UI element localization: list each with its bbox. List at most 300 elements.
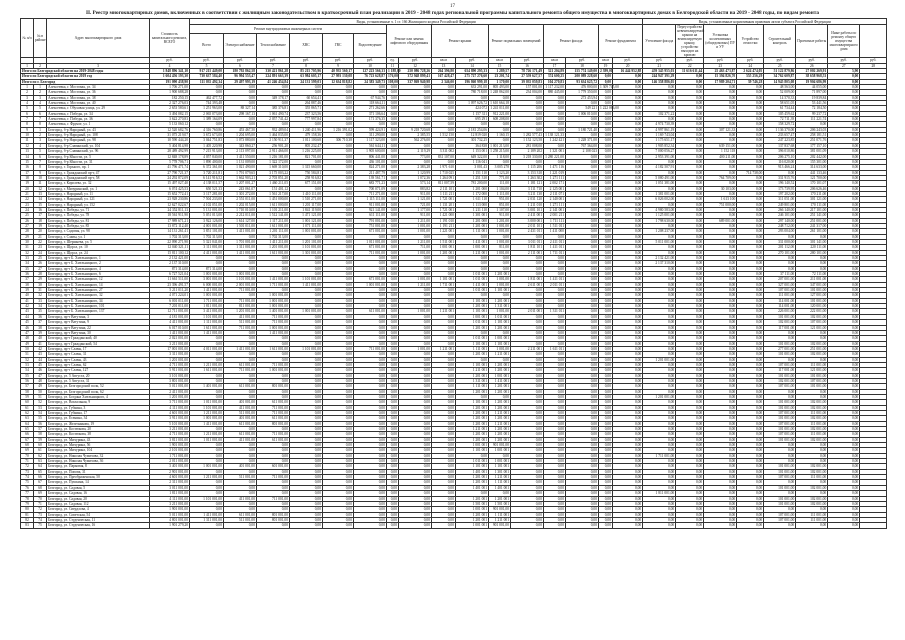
row-value: 671 001,00 (354, 245, 387, 250)
row-value: 453 467,50 (224, 127, 257, 132)
row-value: 0,00 (354, 362, 387, 367)
row-value: 0,00 (566, 384, 599, 389)
row-value: 0,00 (489, 266, 511, 271)
row-value: 0,00 (704, 517, 737, 522)
header-foundation: Ремонт фундамента (599, 25, 643, 58)
row-value: 0,00 (737, 90, 764, 95)
row-value: 0,00 (432, 378, 456, 383)
row-value: 0,00 (828, 309, 860, 314)
row-value: 0,00 (828, 245, 860, 250)
row-number: 79 (21, 501, 34, 506)
row-value: 0,00 (290, 320, 323, 325)
row-value: 1 711 001 (432, 282, 456, 287)
row-district-number: 58 (34, 432, 47, 437)
row-value: 611 001,00 (224, 432, 257, 437)
row-value: 0,00 (387, 523, 399, 528)
row-number: 66 (21, 432, 34, 437)
row-value: 0,00 (599, 400, 613, 405)
row-value: 0,00 (643, 293, 676, 298)
row-value: 0,00 (613, 213, 643, 218)
row-number: 4 (21, 101, 34, 106)
row-number: 63 (21, 416, 34, 421)
row-value: 0,00 (224, 469, 257, 474)
row-value: 0,00 (511, 111, 544, 116)
row-cost: 3 801 001,00 (150, 378, 190, 383)
row-value: 1 201 001 (456, 304, 489, 309)
row-address: Белгород, пр-т Ватутина, 3 (47, 314, 150, 319)
row-value: 824 271,00 (354, 165, 387, 170)
row-value: 0,00 (354, 512, 387, 517)
row-value: 0,00 (566, 218, 599, 223)
row-value: 711 001,00 (257, 496, 290, 501)
row-cost: 6 727 521,04 (150, 272, 190, 277)
row-value: 0,00 (796, 453, 828, 458)
row-value: 0,00 (828, 229, 860, 234)
row-value: 0,00 (643, 346, 676, 351)
row-value: 0,00 (544, 523, 566, 528)
row-value: 0,00 (323, 421, 354, 426)
row-value: 0,00 (399, 389, 432, 394)
row-value: 1 701 001,00 (224, 240, 257, 245)
row-value: 0,00 (737, 218, 764, 223)
row-cost: 7 201 011,00 (150, 304, 190, 309)
row-value: 0,00 (643, 352, 676, 357)
row-district-number: 1 (34, 85, 47, 90)
row-value: 105 459,62 (764, 111, 796, 116)
row-value: 0,00 (387, 464, 399, 469)
row-value: 0,00 (599, 394, 613, 399)
unit-cell: кв.м (432, 58, 456, 64)
row-value: 0,00 (643, 170, 676, 175)
row-value: 0,00 (190, 352, 224, 357)
row-value: 0,00 (737, 373, 764, 378)
row-value: 0,00 (190, 256, 224, 261)
row-value: 1 001,00 (399, 250, 432, 255)
row-value: 1 201 001 (456, 373, 489, 378)
row-value: 0,00 (828, 485, 860, 490)
row-value: 0,00 (511, 378, 544, 383)
row-value: 0,00 (796, 507, 828, 512)
row-value: 364 838 (456, 143, 489, 148)
row-value: 1 501 001 (456, 501, 489, 506)
row-value: 0,00 (323, 507, 354, 512)
unit-cell: руб. (828, 58, 860, 64)
row-value: 1 710 010,00 (224, 207, 257, 212)
row-value: 0,00 (643, 117, 676, 122)
row-value: 0,00 (432, 127, 456, 132)
row-value: 0,00 (290, 469, 323, 474)
row-value: 0,00 (489, 394, 511, 399)
row-value: 226 001,00 (764, 309, 796, 314)
row-value: 0,00 (704, 469, 737, 474)
row-value: 0,00 (511, 314, 544, 319)
row-value: 0,00 (828, 448, 860, 453)
row-value: 0,00 (704, 362, 737, 367)
row-value: 1 131 009,00 (224, 159, 257, 164)
row-value: 2 189 202 (511, 149, 544, 154)
row-value: 0,00 (354, 352, 387, 357)
row-value: 0,00 (387, 336, 399, 341)
row-value: 0,00 (828, 325, 860, 330)
row-value: 0,00 (643, 507, 676, 512)
row-value: 0,00 (323, 277, 354, 282)
row-value: 0,00 (290, 261, 323, 266)
row-value: 0,00 (399, 443, 432, 448)
row-value: 0,00 (290, 501, 323, 506)
row-number: 69 (21, 448, 34, 453)
row-cost: 5 133 060,12 (150, 122, 190, 127)
row-value: 0,00 (544, 485, 566, 490)
row-value: 0,00 (511, 523, 544, 528)
row-cost: 2 901 001,00 (150, 469, 190, 474)
row-value: 0,00 (704, 411, 737, 416)
row-value: 0,00 (737, 421, 764, 426)
row-value: 4 980 583,00 (643, 207, 676, 212)
row-value: 0,00 (190, 122, 224, 127)
row-value: 1 411 001,00 (190, 288, 224, 293)
row-value: 0,00 (566, 298, 599, 303)
row-value: 1 101 001,00 (224, 277, 257, 282)
row-value: 0,00 (257, 523, 290, 528)
header-gvs: ГВС (323, 33, 354, 57)
row-value: 1 216 391,02 (323, 127, 354, 132)
row-value: 951,00 (489, 197, 511, 202)
row-value: 711 001,00 (354, 250, 387, 255)
row-value: 0,00 (737, 256, 764, 261)
row-value: 0,00 (511, 272, 544, 277)
row-value: 0,00 (676, 394, 704, 399)
row-value: 0,00 (613, 378, 643, 383)
row-value: 0,00 (566, 304, 599, 309)
row-value: 0,00 (399, 512, 432, 517)
row-value: 711 001,00 (224, 368, 257, 373)
total-value: 27 993 130,08 (323, 74, 354, 79)
row-value: 0,00 (387, 149, 399, 154)
row-value: 71 897,00 (796, 90, 828, 95)
row-number: 30 (21, 240, 34, 245)
row-value: 0,00 (544, 234, 566, 239)
row-value: 0,00 (676, 223, 704, 228)
row-district-number: 53 (34, 405, 47, 410)
row-value: 1 791 079,65 (224, 170, 257, 175)
row-value: 1 181 121 (511, 181, 544, 186)
row-value: 311 051,00 (764, 197, 796, 202)
header-roof: Ремонт крыши (432, 25, 489, 58)
row-value: 0,00 (544, 298, 566, 303)
row-cost: 4 601 001,00 (150, 411, 190, 416)
row-value: 0,00 (566, 523, 599, 528)
row-value: 1 201 001 (432, 250, 456, 255)
row-value: 0,00 (764, 336, 796, 341)
row-value: 0,00 (432, 336, 456, 341)
row-value: 0,00 (643, 223, 676, 228)
row-value: 0,00 (737, 496, 764, 501)
row-value: 0,00 (387, 229, 399, 234)
row-address: Белгород, ул. 5 Августа, 20 (47, 373, 150, 378)
row-value: 0,00 (511, 117, 544, 122)
row-value: 1 152 118 (704, 149, 737, 154)
row-value: 0,00 (544, 411, 566, 416)
row-value: 0,00 (828, 496, 860, 501)
row-value: 0,00 (511, 357, 544, 362)
row-value: 0,00 (613, 197, 643, 202)
row-address: Белгород, пр-т Ватутина, 9 (47, 320, 150, 325)
row-value: 0,00 (613, 293, 643, 298)
row-value: 3 001 001,00 (190, 277, 224, 282)
row-value: 101 001,00 (764, 341, 796, 346)
row-value: 101 001,00 (764, 485, 796, 490)
row-value: 0,00 (544, 320, 566, 325)
row-value: 1 251 963,00 (190, 106, 224, 111)
row-value: 0,00 (387, 143, 399, 148)
row-value: 0,00 (290, 373, 323, 378)
row-value: 5 011 001,00 (643, 240, 676, 245)
row-value: 0,00 (737, 138, 764, 143)
row-value: 0,00 (566, 256, 599, 261)
row-value: 0,00 (544, 384, 566, 389)
row-value: 1 201 001 (489, 432, 511, 437)
row-value: 37 111,00 (764, 272, 796, 277)
row-number: 75 (21, 480, 34, 485)
row-value: 0,00 (764, 480, 796, 485)
row-value: 0,00 (599, 122, 613, 127)
row-value: 0,00 (399, 496, 432, 501)
column-number: 3 (47, 63, 150, 69)
row-value: 0,00 (828, 202, 860, 207)
row-value: 0,00 (643, 368, 676, 373)
row-value: 0,00 (643, 475, 676, 480)
row-value: 1 011 001 (456, 272, 489, 277)
row-value: 0,00 (828, 362, 860, 367)
row-address: Белгород, г. Победы, ул. 81 (47, 218, 150, 223)
row-value: 1 101 001 (456, 464, 489, 469)
row-value: 1 201 001 (456, 517, 489, 522)
row-value: 0,00 (456, 234, 489, 239)
row-value: 2 411 011 (544, 240, 566, 245)
row-address: Белгород, пр-т Гражданский, 40 (47, 336, 150, 341)
row-value: 0,00 (828, 491, 860, 496)
row-value: 0,00 (704, 389, 737, 394)
row-value: 1 101 001,00 (190, 314, 224, 319)
row-value: 1 711 111 (544, 218, 566, 223)
row-value: 0,00 (354, 373, 387, 378)
row-value: 0,00 (828, 191, 860, 196)
row-value: 0,00 (566, 421, 599, 426)
row-value: 0,00 (828, 368, 860, 373)
row-value: 0,00 (764, 357, 796, 362)
row-value: 72 711,39 (764, 117, 796, 122)
row-value: 0,00 (599, 304, 613, 309)
row-value: 0,00 (399, 159, 432, 164)
row-value: 0,00 (290, 330, 323, 335)
row-value: 0,00 (566, 400, 599, 405)
row-value: 0,00 (323, 186, 354, 191)
row-value: 1 101 001,00 (290, 277, 323, 282)
row-value: 1 271 111 (544, 202, 566, 207)
row-value: 0,00 (566, 464, 599, 469)
row-value: 0,00 (399, 304, 432, 309)
row-value: 0,00 (323, 85, 354, 90)
row-value: 0,00 (643, 245, 676, 250)
row-value: 0,00 (737, 309, 764, 314)
column-number: 19 (599, 63, 613, 69)
row-value: 0,00 (737, 325, 764, 330)
row-address: Алексеевка, г. Мостовая, ул. 40 (47, 101, 150, 106)
row-value: 266 140,00 (764, 207, 796, 212)
row-number: 82 (21, 517, 34, 522)
row-value: 0,00 (676, 378, 704, 383)
row-value: 2 011 001 (511, 309, 544, 314)
row-value: 2 953 391,00 (643, 154, 676, 159)
row-value: 0,00 (387, 85, 399, 90)
row-address: Белгород, пр-т Б. Хмельницкого, 101 (47, 304, 150, 309)
row-value: 0,00 (828, 165, 860, 170)
row-value: 0,00 (387, 117, 399, 122)
row-value: 0,00 (704, 501, 737, 506)
header-total: Всего (190, 33, 224, 57)
row-value: 0,00 (566, 223, 599, 228)
row-value: 0,00 (290, 448, 323, 453)
row-address: Белгород, г. Мичуринский, ул. 1 (47, 186, 150, 191)
row-value: 0,00 (676, 170, 704, 175)
total-value: 27 559 627,57 (511, 74, 544, 79)
row-district-number: 59 (34, 437, 47, 442)
row-value: 599 424,91 (354, 127, 387, 132)
row-value: 0,00 (323, 122, 354, 127)
row-value: 1 410 111,00 (290, 191, 323, 196)
row-value: 0,00 (354, 427, 387, 432)
row-value: 0,00 (828, 175, 860, 180)
row-value: 102 001,00 (796, 341, 828, 346)
row-value: 0,00 (190, 453, 224, 458)
row-value: 0,00 (599, 421, 613, 426)
row-value: 1 201 001 (456, 480, 489, 485)
row-value: 0,00 (676, 507, 704, 512)
row-value: 0,00 (399, 293, 432, 298)
total-cost: 191 090 438,90 (150, 79, 190, 84)
row-cost: 1 201 001,00 (150, 357, 190, 362)
row-value: 1 201 001 (456, 496, 489, 501)
row-cost: 2 411 001,00 (150, 389, 190, 394)
unit-cell: руб. (796, 58, 828, 64)
row-value: 111 001,00 (796, 512, 828, 517)
row-value: 0,00 (399, 523, 432, 528)
row-value: 0,00 (387, 362, 399, 367)
row-value: 0,00 (737, 464, 764, 469)
row-district-number: 18 (34, 218, 47, 223)
row-value: 0,00 (828, 277, 860, 282)
row-value: 0,00 (737, 443, 764, 448)
row-address: Алексеевка, г. Мостовая, ул. 34 (47, 85, 150, 90)
row-value: 0,00 (704, 191, 737, 196)
total-value: 19 904 686,99 (796, 79, 828, 84)
row-value: 6 026 002,00 (643, 197, 676, 202)
row-number: 7 (21, 117, 34, 122)
row-value: 0,00 (257, 336, 290, 341)
row-cost: 3 622 270,83 (150, 117, 190, 122)
row-value: 0,00 (354, 378, 387, 383)
row-value: 0,00 (511, 453, 544, 458)
row-value: 0,00 (737, 507, 764, 512)
row-address: Белгород, г. Гражданский пр-т, 58 (47, 175, 150, 180)
row-value: 0,00 (704, 90, 737, 95)
row-value: 0,00 (643, 384, 676, 389)
row-address: Белгород, ул. Студенческая, 16 (47, 523, 150, 528)
row-value: 0,00 (613, 261, 643, 266)
row-value: 0,00 (511, 400, 544, 405)
row-value: 0,00 (290, 357, 323, 362)
row-value: 633 291,00 (456, 85, 489, 90)
row-value: 0,00 (290, 416, 323, 421)
row-value: 0,00 (643, 282, 676, 287)
row-value: 0,00 (737, 485, 764, 490)
row-value: 0,00 (566, 314, 599, 319)
row-value: 102 001,00 (796, 416, 828, 421)
row-value: 436 101,00 (354, 159, 387, 164)
row-district-number: 73 (34, 512, 47, 517)
row-value: 0,00 (764, 330, 796, 335)
row-value: 0,00 (828, 288, 860, 293)
row-value: 1 001 001,00 (190, 293, 224, 298)
row-value: 0,00 (828, 282, 860, 287)
row-value: 0,00 (704, 346, 737, 351)
row-value: 0,00 (387, 469, 399, 474)
unit-cell: руб. (613, 58, 643, 64)
row-number: 24 (21, 207, 34, 212)
row-value: 0,00 (323, 111, 354, 116)
row-value: 0,00 (828, 170, 860, 175)
row-value: 562 276,00 (399, 138, 432, 143)
row-value: 611 001,00 (257, 437, 290, 442)
row-value: 0,00 (643, 362, 676, 367)
row-value: 1 191 211 (432, 223, 456, 228)
row-value: 0,00 (354, 437, 387, 442)
row-value: 0,00 (566, 202, 599, 207)
row-value: 0,00 (290, 384, 323, 389)
row-value: 0,00 (613, 496, 643, 501)
row-value: 0,00 (828, 207, 860, 212)
row-cost: 4 111 001,00 (150, 405, 190, 410)
row-value: 1 811 001,00 (643, 491, 676, 496)
row-value: 0,00 (737, 149, 764, 154)
row-value: 0,00 (290, 256, 323, 261)
row-value: 1 201 001 (456, 405, 489, 410)
row-value: 0,00 (737, 234, 764, 239)
row-value: 0,00 (613, 469, 643, 474)
row-value: 0,00 (566, 341, 599, 346)
row-value: 0,00 (544, 432, 566, 437)
header-group-repair: Ремонт внутридомовых инженерных систем (190, 25, 387, 34)
row-value: 0,00 (613, 186, 643, 191)
row-value: 111,00 (489, 181, 511, 186)
row-cost: 17 989 671,21 (150, 218, 190, 223)
row-value: 0,00 (676, 154, 704, 159)
row-value: 1 101 001,00 (190, 405, 224, 410)
row-value: 88 327,14 (224, 106, 257, 111)
row-value: 1 001 001 (456, 314, 489, 319)
row-value: 0,00 (599, 330, 613, 335)
row-value: 711,00 (399, 245, 432, 250)
row-value: 2 212 011,00 (224, 213, 257, 218)
row-value: 0,00 (566, 485, 599, 490)
row-district-number: 33 (34, 298, 47, 303)
row-value: 0,00 (828, 314, 860, 319)
row-value: 0,00 (566, 432, 599, 437)
row-value: 0,00 (737, 240, 764, 245)
column-number: 23 (704, 63, 737, 69)
row-cost: 4 411 001,00 (150, 320, 190, 325)
row-value: 0,00 (704, 234, 737, 239)
